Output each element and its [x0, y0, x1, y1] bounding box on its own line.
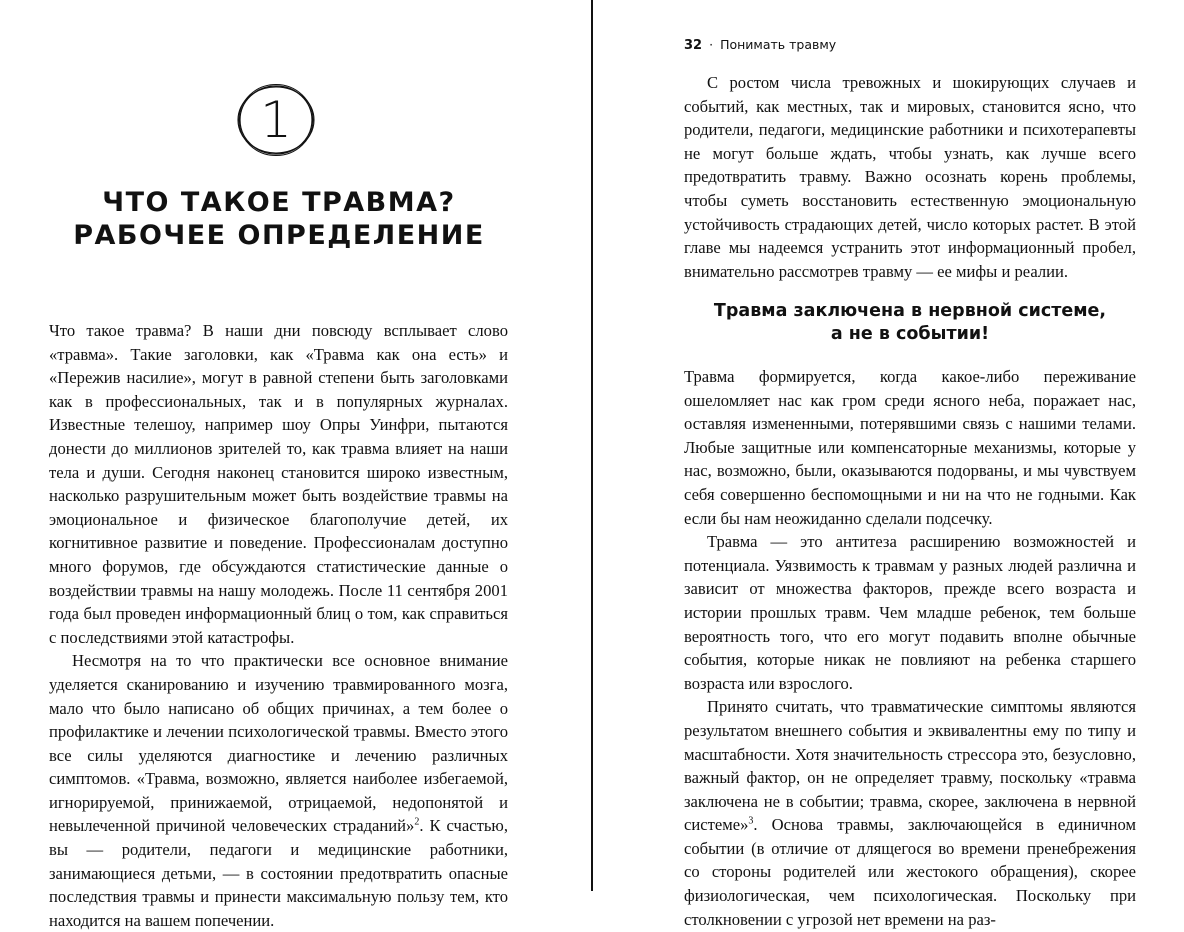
chapter-title [40, 186, 518, 252]
section-heading [684, 300, 1136, 346]
chapter-title-line: РАБОЧЕЕ ОПРЕДЕЛЕНИЕ [73, 220, 485, 251]
footnote-ref: 3 [748, 815, 754, 827]
paragraph: Травма формируется, когда какое-либо переживание ошеломляет нас как гром среди ясного неба, поражает нас, оставляя измененными, потерявшими связь с нашими телами. Любые защитные или компенсаторные механизмы, которые у нас, возможно, были, оказываются подорваны, и мы чувствуем себя совершенно беспомощными и ни на что не годными. Как если бы нам неожиданно сделали подсечку. [684, 367, 1136, 528]
footnote-ref: 2 [414, 816, 420, 828]
header-separator: · [709, 37, 714, 52]
paragraph-text: . Основа травмы, заключающейся в единичном событии (в отличие от длящегося во времени пренебрежения со стороны родителей или жестокого обращения), скорее физиологическая, чем психологическая. Поскольку при столкновении с угрозой нет времени на раз- [684, 815, 1136, 929]
paragraph: Что такое травма? В наши дни повсюду всплывает слово «травма». Такие заголовки, как «Травма как она есть» и «Пережив насилие», могут в равной степени быть заголовками как в профессиональных, так и в популярных журналах. Известные телешоу, например шоу Опры Уинфри, пытаются донести до миллионов зрителей то, как травма влияет на наши тела и души. Сегодня наконец становится широко известным, насколько разрушительным может быть воздействие травмы на эмоциональное и физическое благополучие детей, их когнитивное развитие и поведение. Профессионалам доступно много форумов, где обсуждаются статистические данные о воздействии травмы на нашу молодежь. После 11 сентября 2001 года был проведен информационный блиц о том, как справиться с последствиями этой катастрофы. [49, 321, 508, 647]
section-heading-line: а не в событии! [830, 324, 990, 344]
chapter-number: 1 [260, 91, 292, 149]
section-heading-line: Травма заключена в нервной системе, [713, 301, 1107, 321]
chapter-title-line: ЧТО ТАКОЕ ТРАВМА? [102, 187, 456, 218]
paragraph: С ростом числа тревожных и шокирующих случаев и событий, как местных, так и мировых, становится ясно, что родители, педагоги, медицинские работники и психотерапевты не могут больше ждать, чтобы узнать, как лучше всего предотвратить травму. Важно осознать корень проблемы, чтобы суметь восстановить естественную эмоциональную устойчивость страдающих детей, число которых растет. В этой главе мы надеемся устранить этот информационный пробел, внимательно рассмотрев травму — ее мифы и реалии. [684, 73, 1136, 281]
right-page [593, 0, 1184, 929]
running-header [684, 37, 836, 53]
paragraph: Травма — это антитеза расширению возможностей и потенциала. Уязвимость к травмам у разных людей различна и зависит от множества факторов, прежде всего возраста и истории прошлых травм. Чем младше ребенок, тем больше вероятность того, что его могут подавить вполне обычные события, которые никак не повлияют на ребенка старшего возраста или взрослого. [684, 532, 1136, 693]
page-number: 32 [684, 38, 703, 53]
paragraph-text: . К счастью, вы — родители, педагоги и медицинские работники, занимающиеся детьми, — в состоянии предотвратить опасные последствия травмы и принести максимальную пользу тем, кто находится на вашем попечении. [49, 816, 508, 930]
paragraph-text: Принято считать, что травматические симптомы являются результатом внешнего события и эквивалентны ему по типу и масштабности. Хотя значительность стрессора это, безусловно, важный фактор, он не определяет травму, поскольку «травма заключена не в событии; травма, скорее, заключена в нервной системе» [684, 697, 1136, 835]
right-body-text [684, 365, 1136, 931]
left-page [0, 0, 591, 930]
intro-text [684, 71, 1136, 283]
paragraph [684, 695, 1136, 931]
paragraph [49, 649, 508, 932]
left-body-text [49, 319, 508, 932]
running-title: Понимать травму [720, 37, 837, 52]
paragraph-text: Несмотря на то что практически все основное внимание уделяется сканированию и изучению травмированного мозга, мало что было написано об общих причинах, а тем более о профилактике и лечении психологической травмы. Вместо этого все силы уделяются диагностике и лечению различных симптомов. «Травма, возможно, является наиболее избегаемой, игнорируемой, принижаемой, отрицаемой, недопонятой и невылеченной причиной человеческих страданий» [49, 651, 508, 836]
